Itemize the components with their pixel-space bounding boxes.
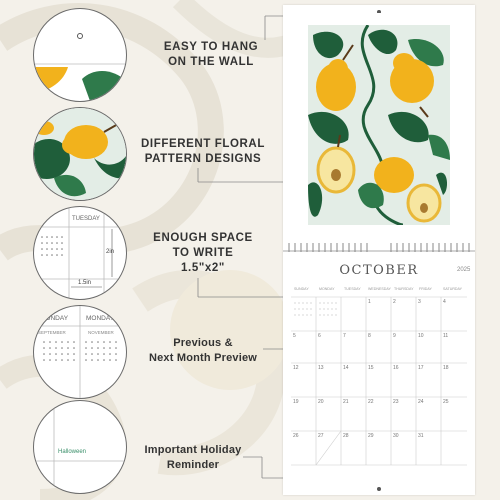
preview-day-left: MONDAY <box>40 315 69 322</box>
holiday-note: Halloween <box>58 449 87 455</box>
weekday-saturday: SATURDAY <box>443 287 463 291</box>
month-title: OCTOBER <box>339 263 419 278</box>
day-cell-31: 31 <box>418 433 424 439</box>
zoom-circle-holiday <box>33 400 127 494</box>
day-cell-29: 29 <box>368 433 374 439</box>
day-cell-1: 1 <box>368 299 371 305</box>
day-cell-15: 15 <box>368 365 374 371</box>
feature-label-hang: EASY TO HANG ON THE WALL <box>163 41 259 68</box>
preview-month-right: NOVEMBER <box>88 330 114 335</box>
day-cell-18: 18 <box>443 365 449 371</box>
weekday-sunday: SUNDAY <box>294 287 309 291</box>
day-cell-8: 8 <box>368 333 371 339</box>
weekday-wednesday: WEDNESDAY <box>368 287 391 291</box>
feature-label-floral: DIFFERENT FLORAL PATTERN DESIGNS <box>141 138 265 165</box>
day-cell-30: 30 <box>393 433 399 439</box>
day-cell-2: 2 <box>393 299 396 305</box>
day-cell-9: 9 <box>393 333 396 339</box>
feature-label-holiday: Important Holiday Reminder <box>144 444 242 471</box>
day-cell-28: 28 <box>343 433 349 439</box>
day-cell-20: 20 <box>318 399 324 405</box>
day-cell-11: 11 <box>443 333 449 339</box>
zoom-height-dimension: 2in <box>106 249 115 255</box>
day-cell-10: 10 <box>418 333 424 339</box>
day-cell-4: 4 <box>443 299 446 305</box>
day-cell-24: 24 <box>418 399 424 405</box>
day-cell-7: 7 <box>343 333 346 339</box>
zoom-width-dimension: 1.5in <box>78 280 92 286</box>
zoom-circle-month-preview <box>33 305 127 399</box>
floral-pear-artwork <box>308 25 450 225</box>
day-cell-12: 12 <box>293 365 299 371</box>
weekday-tuesday: TUESDAY <box>344 287 361 291</box>
day-cell-27: 27 <box>318 433 324 439</box>
zoom-circle-hanging <box>33 8 127 102</box>
day-cell-3: 3 <box>418 299 421 305</box>
weekday-monday: MONDAY <box>319 287 335 291</box>
feature-label-preview: Previous & Next Month Preview <box>148 337 258 364</box>
day-cell-23: 23 <box>393 399 399 405</box>
zoom-circle-floral <box>33 107 127 201</box>
day-cell-14: 14 <box>343 365 349 371</box>
weekday-friday: FRIDAY <box>419 287 432 291</box>
day-cell-6: 6 <box>318 333 321 339</box>
day-cell-19: 19 <box>293 399 299 405</box>
bottom-hang-hole-icon <box>283 485 475 493</box>
feature-label-space: ENOUGH SPACE TO WRITE 1.5"x2" <box>153 232 253 274</box>
day-cell-17: 17 <box>418 365 424 371</box>
preview-day-right: MONDAY <box>86 315 115 322</box>
spiral-binding <box>283 241 475 255</box>
day-cell-21: 21 <box>343 399 349 405</box>
weekday-thursday: THURSDAY <box>394 287 414 291</box>
zoom-circle-write-space <box>33 206 127 300</box>
year-tag: 2025 <box>457 267 471 273</box>
day-cell-16: 16 <box>393 365 399 371</box>
day-cell-22: 22 <box>368 399 374 405</box>
day-cell-13: 13 <box>318 365 324 371</box>
day-cell-26: 26 <box>293 433 299 439</box>
hang-hole-icon <box>283 5 475 13</box>
preview-month-left: SEPTEMBER <box>38 330 66 335</box>
day-cell-5: 5 <box>293 333 296 339</box>
wall-calendar <box>283 5 475 495</box>
zoom-day-label: TUESDAY <box>72 216 100 222</box>
day-cell-25: 25 <box>443 399 449 405</box>
grid-lines <box>291 287 467 477</box>
